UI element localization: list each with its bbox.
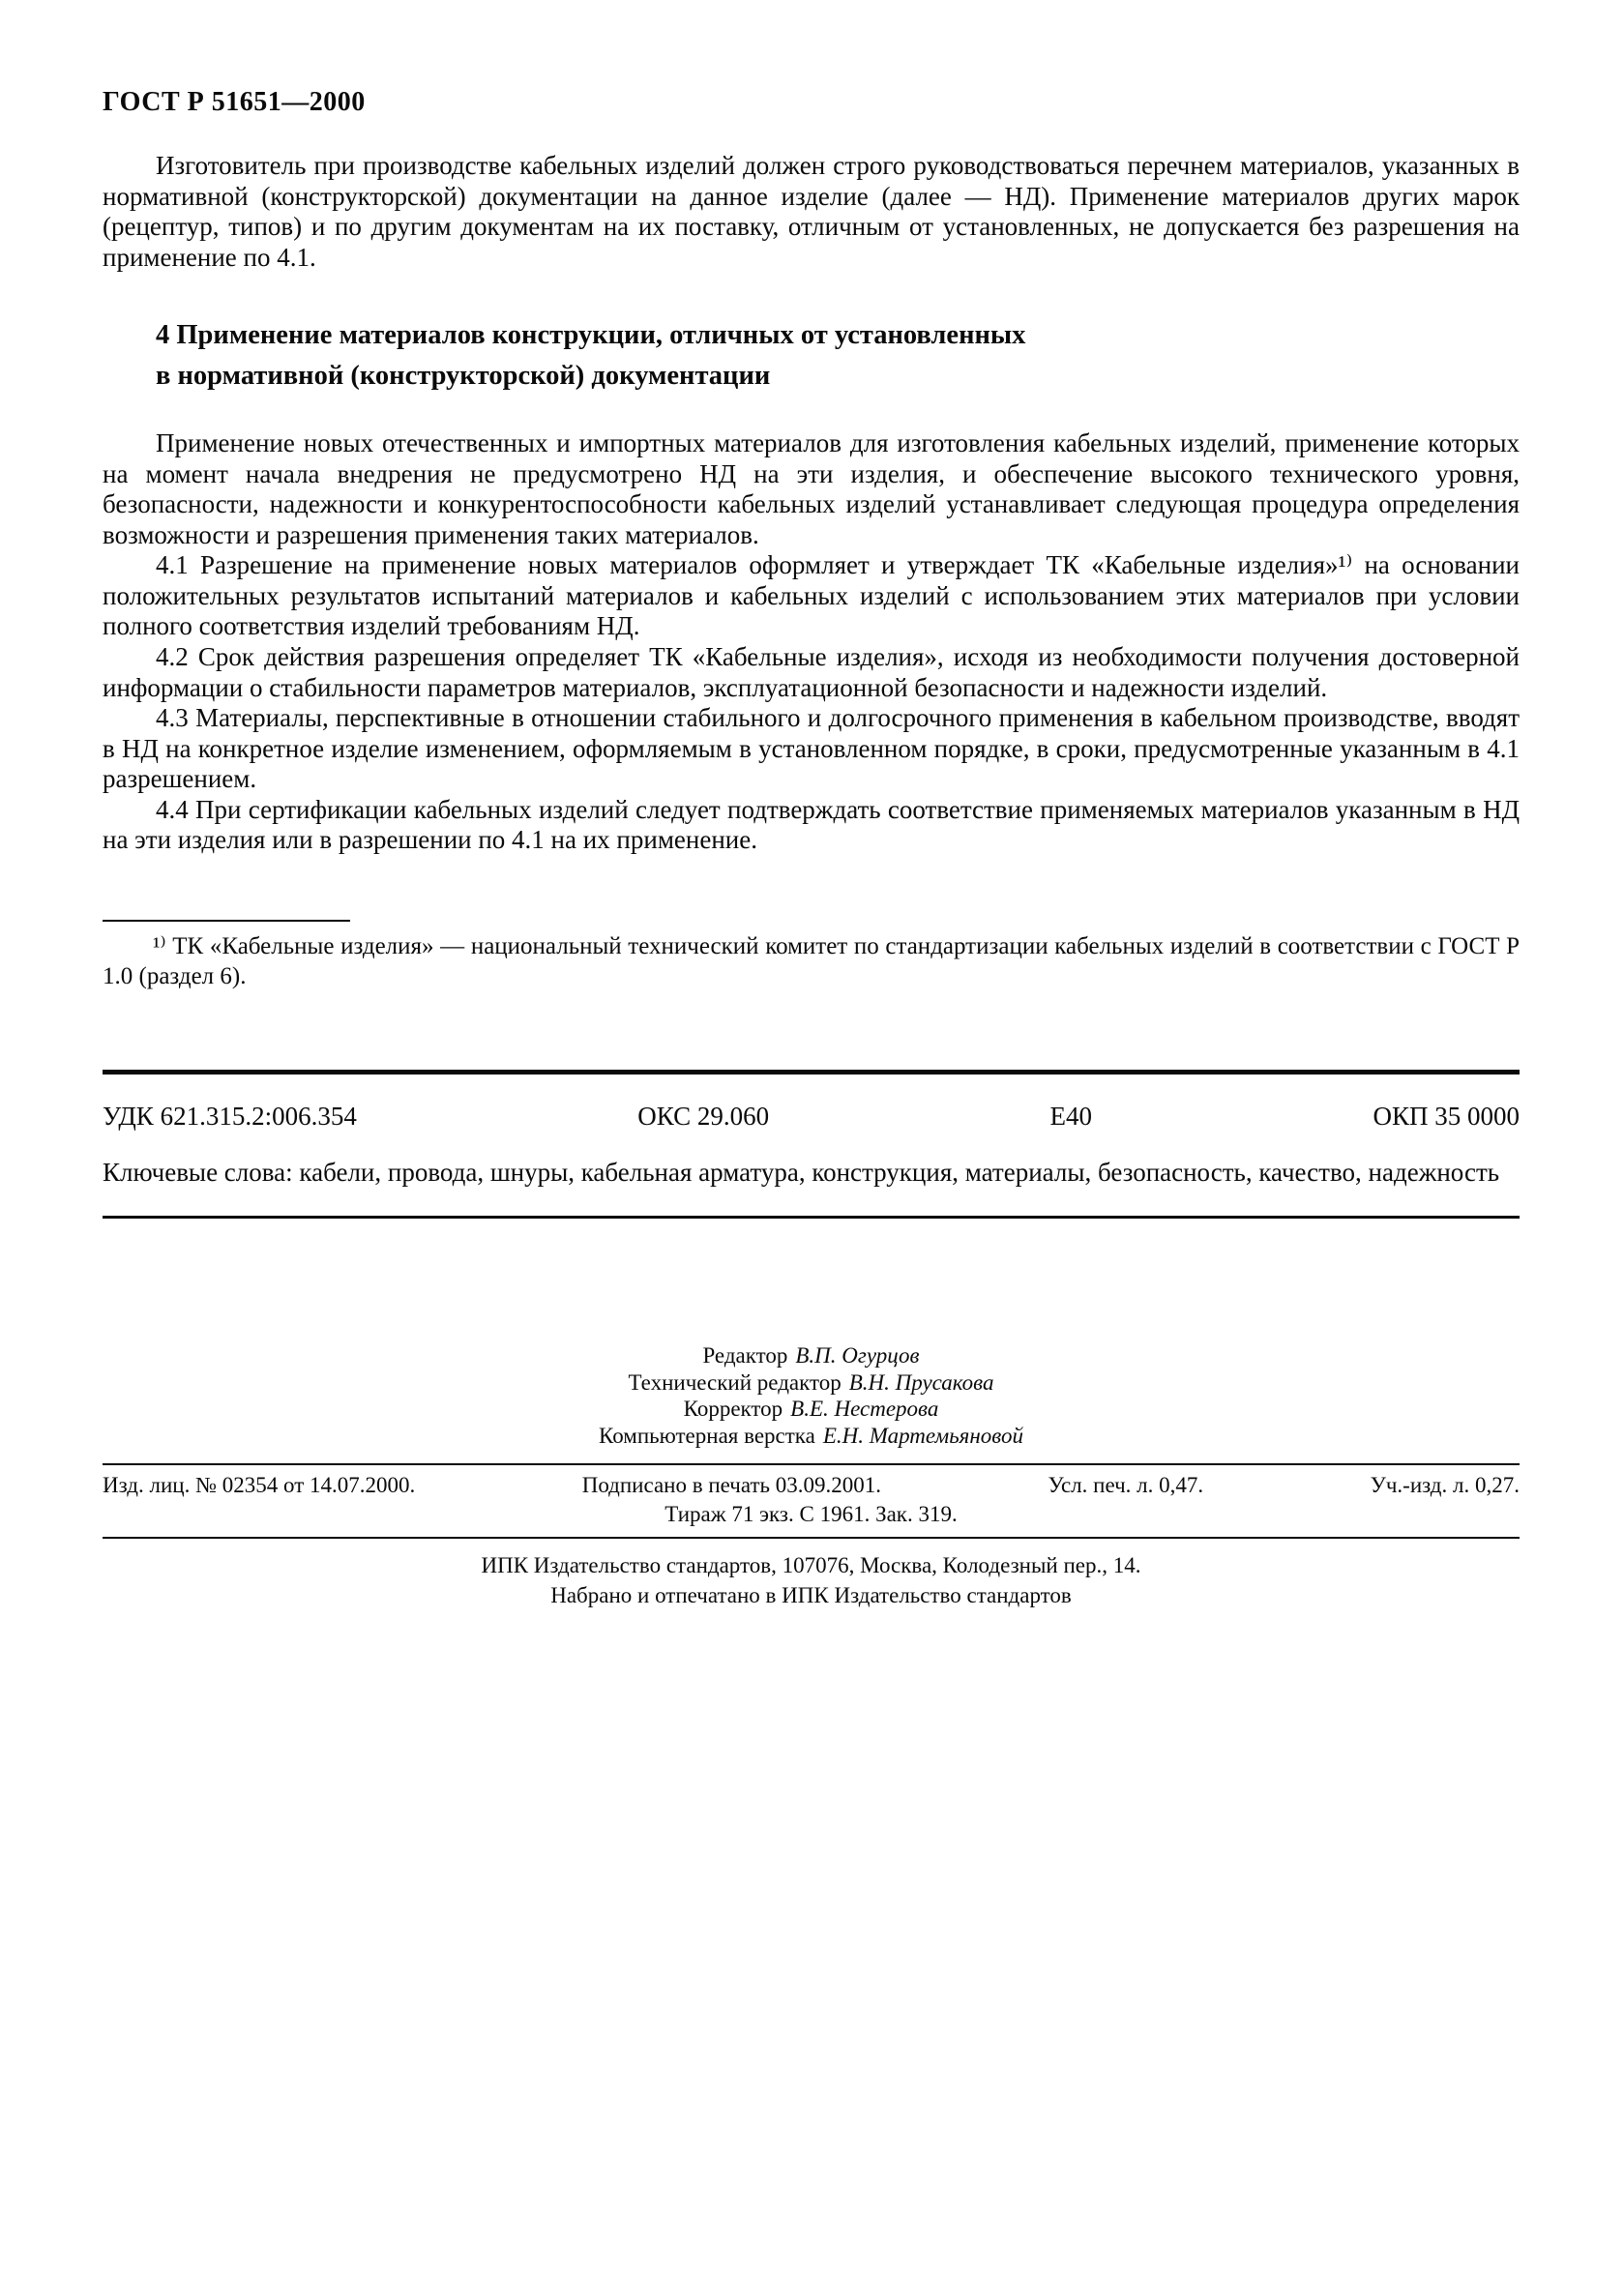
imprint-signed-date: Подписано в печать 03.09.2001. (581, 1472, 882, 1497)
colophon-line-corrector (103, 1396, 1520, 1423)
colophon-block (103, 1342, 1520, 1449)
colophon-name: В.Н. Прусакова (848, 1369, 994, 1395)
paragraph-4-3: 4.3 Материалы, перспективные в отношении стабильного и долгосрочного применения в кабельном производстве, вводят в НД на конкретное изделие изменением, оформляемым в установленном порядке, в сроки, предусмотренные указанным в 4.1 разрешением. (103, 703, 1520, 794)
divider-medium (103, 1216, 1520, 1219)
colophon-name: В.Е. Нестерова (790, 1397, 939, 1422)
footnote-block (103, 920, 1520, 992)
divider-imprint-top (103, 1463, 1520, 1465)
colophon-line-tech-editor (103, 1369, 1520, 1397)
section-heading-line-1: 4 Применение материалов конструкции, отличных от установленных (156, 320, 1026, 351)
group-code: Е40 (1049, 1101, 1093, 1131)
classification-codes-row (103, 1102, 1520, 1132)
colophon-line-layout (103, 1423, 1520, 1450)
paragraph-4-4: 4.4 При сертификации кабельных изделий следует подтверждать соответствие применяемых материалов указанным в НД на эти изделия или в разрешении по 4.1 на их применение. (103, 794, 1520, 855)
paragraph-4-2: 4.2 Срок действия разрешения определяет ТК «Кабельные изделия», исходя из необходимости получения достоверной информации о стабильности параметров материалов, эксплуатационной безопасности и надежности изделий. (103, 641, 1520, 702)
colophon-role: Технический редактор (628, 1369, 842, 1395)
doc-code: ГОСТ Р 51651—2000 (103, 87, 366, 117)
section-heading (103, 315, 1520, 396)
keywords-paragraph: Ключевые слова: кабели, провода, шнуры, кабельная арматура, конструкция, материалы, безопасность, качество, надежность (103, 1157, 1500, 1187)
imprint-line-2: Тираж 71 экз. С 1961. Зак. 319. (664, 1501, 958, 1526)
divider-thick (103, 1070, 1520, 1074)
okp-code: ОКП 35 0000 (1373, 1101, 1520, 1131)
colophon-role: Компьютерная верстка (599, 1424, 815, 1449)
colophon-role: Корректор (683, 1397, 783, 1422)
colophon-name: В.П. Огурцов (795, 1343, 920, 1369)
publisher-address: ИПК Издательство стандартов, 107076, Москва, Колодезный пер., 14. (481, 1552, 1141, 1577)
colophon-name: Е.Н. Мартемьяновой (822, 1424, 1023, 1449)
publisher-printed-note: Набрано и отпечатано в ИПК Издательство стандартов (550, 1582, 1072, 1607)
colophon-line-editor (103, 1342, 1520, 1369)
imprint-printed-sheets: Усл. печ. л. 0,47. (1048, 1472, 1204, 1497)
imprint-publisher-sheets: Уч.-изд. л. 0,27. (1370, 1472, 1520, 1497)
imprint-line-1 (103, 1473, 1520, 1498)
footnote-divider (103, 920, 350, 922)
udk-code: УДК 621.315.2:006.354 (103, 1101, 357, 1131)
publisher-block (103, 1550, 1520, 1610)
intro-paragraph: Изготовитель при производстве кабельных изделий должен строго руководствоваться перечнем материалов, указанных в нормативной (конструкторской) документации на данное изделие (далее — НД). Применение материалов других марок (рецептур, типов) и по другим документам на их поставку, отличным от установленных, не допускается без разрешения на применение по 4.1. (103, 151, 1520, 272)
paragraph-intro-4: Применение новых отечественных и импортных материалов для изготовления кабельных изделий, применение которых на момент начала внедрения не предусмотрено НД на эти изделия, и обеспечение высокого технического уровня, безопасности, надежности и конкурентоспособности кабельных изделий устанавливает следующая процедура определения возможности и разрешения применения таких материалов. (103, 427, 1520, 549)
paragraph-4-1: 4.1 Разрешение на применение новых материалов оформляет и утверждает ТК «Кабельные изделия»¹⁾ на основании положительных результатов испытаний материалов и кабельных изделий с использованием этих материалов при условии полного соответствия изделий требованиям НД. (103, 550, 1520, 641)
section-heading-line-2: в нормативной (конструкторской) документации (156, 360, 771, 391)
divider-imprint-bottom (103, 1537, 1520, 1539)
imprint-license: Изд. лиц. № 02354 от 14.07.2000. (103, 1472, 416, 1497)
colophon-role: Редактор (702, 1343, 788, 1369)
oks-code: ОКС 29.060 (637, 1101, 770, 1131)
footnote-text: ¹⁾ ТК «Кабельные изделия» — национальный технический комитет по стандартизации кабельных изделий в соответствии с ГОСТ Р 1.0 (раздел 6). (103, 933, 1520, 990)
